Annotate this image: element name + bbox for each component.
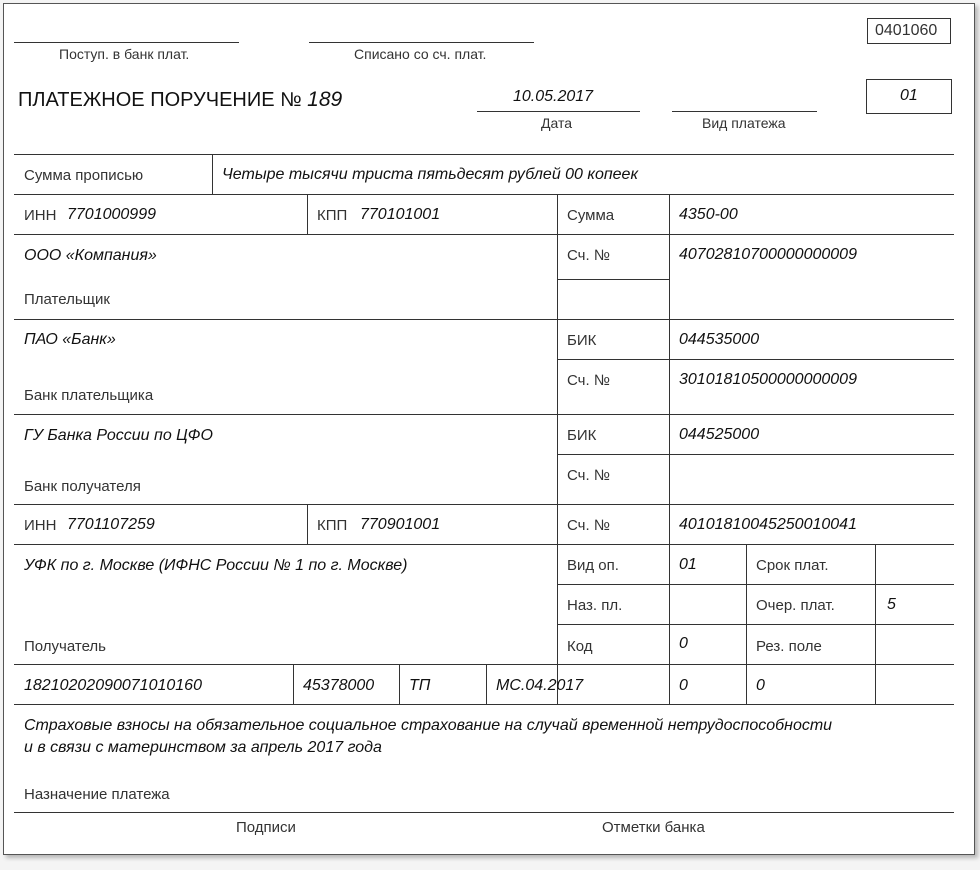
date-value: 10.05.2017	[513, 88, 594, 105]
payee-bank-account-label: Сч. №	[567, 467, 610, 484]
purpose-line-1: Страховые взносы на обязательное социальное страхование на случай временной нетрудоспособности	[24, 717, 833, 734]
code: 0	[679, 635, 688, 652]
col-line	[486, 664, 487, 704]
col-line	[399, 664, 400, 704]
due-label: Срок плат.	[756, 557, 829, 574]
date-label: Дата	[541, 115, 573, 131]
col-line	[307, 194, 308, 234]
bank-marks-label: Отметки банка	[602, 819, 705, 836]
payer-bank-role-label: Банк плательщика	[24, 387, 154, 404]
basis: ТП	[409, 677, 431, 694]
row-line	[557, 279, 669, 280]
payer-bank-name: ПАО «Банк»	[24, 331, 116, 348]
signatures-label: Подписи	[236, 819, 296, 836]
payee-inn-label: ИНН	[24, 517, 57, 534]
row-line	[557, 624, 954, 625]
payee-inn: 7701107259	[67, 516, 155, 533]
payee-role-label: Получатель	[24, 638, 106, 655]
row-line	[557, 584, 954, 585]
page-title	[18, 89, 342, 110]
title-prefix: ПЛАТЕЖНОЕ ПОРУЧЕНИЕ №	[18, 89, 302, 111]
priority: 5	[887, 596, 896, 613]
row-line	[14, 194, 954, 195]
received-line	[14, 42, 239, 43]
priority-label: Очер. плат.	[756, 597, 835, 614]
period: МС.04.2017	[496, 677, 584, 694]
payer-bank-bik-label: БИК	[567, 332, 597, 349]
row-line	[14, 664, 954, 665]
code-label: Код	[567, 638, 593, 655]
row-line	[14, 504, 954, 505]
payee-bank-name: ГУ Банка России по ЦФО	[24, 427, 213, 444]
sum-value: 4350-00	[679, 206, 738, 223]
order-number: 189	[307, 88, 343, 111]
debited-line	[309, 42, 534, 43]
payment-type-label: Вид платежа	[702, 115, 786, 131]
row-line	[14, 154, 954, 155]
payee-bank-bik: 044525000	[679, 426, 760, 443]
payee-name: УФК по г. Москве (ИФНС России № 1 по г. Москве)	[24, 557, 408, 574]
payer-inn-label: ИНН	[24, 207, 57, 224]
col-line	[293, 664, 294, 704]
debited-label: Списано со сч. плат.	[354, 46, 487, 62]
payer-bank-bik: 044535000	[679, 331, 760, 348]
col-line	[746, 544, 747, 704]
reserve-label: Рез. поле	[756, 638, 822, 655]
purpose-code-label: Наз. пл.	[567, 597, 623, 614]
row-line	[14, 414, 954, 415]
payee-bank-bik-label: БИК	[567, 427, 597, 444]
date-line	[477, 111, 640, 112]
col-line	[307, 504, 308, 544]
payer-account: 40702810700000000009	[679, 246, 857, 263]
row-line	[14, 544, 954, 545]
doc-date: 0	[756, 677, 765, 694]
payment-order-form	[3, 3, 975, 855]
payer-account-label: Сч. №	[567, 247, 610, 264]
op-type-label: Вид оп.	[567, 557, 619, 574]
row-line	[14, 234, 954, 235]
form-code: 0401060	[875, 22, 938, 39]
payer-kpp: 770101001	[360, 206, 441, 223]
col-line	[557, 194, 558, 704]
payee-account-label: Сч. №	[567, 517, 610, 534]
payer-role-label: Плательщик	[24, 291, 110, 308]
row-line	[14, 704, 954, 705]
payment-type-line	[672, 111, 817, 112]
purpose-line-2: и в связи с материнством за апрель 2017 года	[24, 739, 382, 756]
payer-bank-account-label: Сч. №	[567, 372, 610, 389]
payer-bank-account: 30101810500000000009	[679, 371, 857, 388]
payee-kpp-label: КПП	[317, 517, 348, 534]
payer-kpp-label: КПП	[317, 207, 348, 224]
row-line	[14, 812, 954, 813]
purpose-label: Назначение платежа	[24, 786, 170, 803]
col-line	[669, 194, 670, 704]
payer-name: ООО «Компания»	[24, 247, 157, 264]
payee-account: 40101810045250010041	[679, 516, 857, 533]
col-line	[212, 154, 213, 194]
sum-label: Сумма	[567, 207, 615, 224]
oktmo: 45378000	[303, 677, 375, 694]
row-line	[14, 319, 954, 320]
received-label: Поступ. в банк плат.	[59, 46, 190, 62]
amount-words-value: Четыре тысячи триста пятьдесят рублей 00 копеек	[222, 166, 639, 183]
status-code: 01	[900, 87, 918, 104]
row-line	[557, 359, 954, 360]
row-line	[557, 454, 954, 455]
payee-kpp: 770901001	[360, 516, 441, 533]
col-line	[875, 544, 876, 704]
kbk: 18210202090071010160	[24, 677, 202, 694]
payer-inn: 7701000999	[67, 206, 156, 223]
payee-bank-role-label: Банк получателя	[24, 478, 141, 495]
amount-words-label: Сумма прописью	[24, 167, 144, 184]
doc-number: 0	[679, 677, 688, 694]
op-type: 01	[679, 556, 697, 573]
